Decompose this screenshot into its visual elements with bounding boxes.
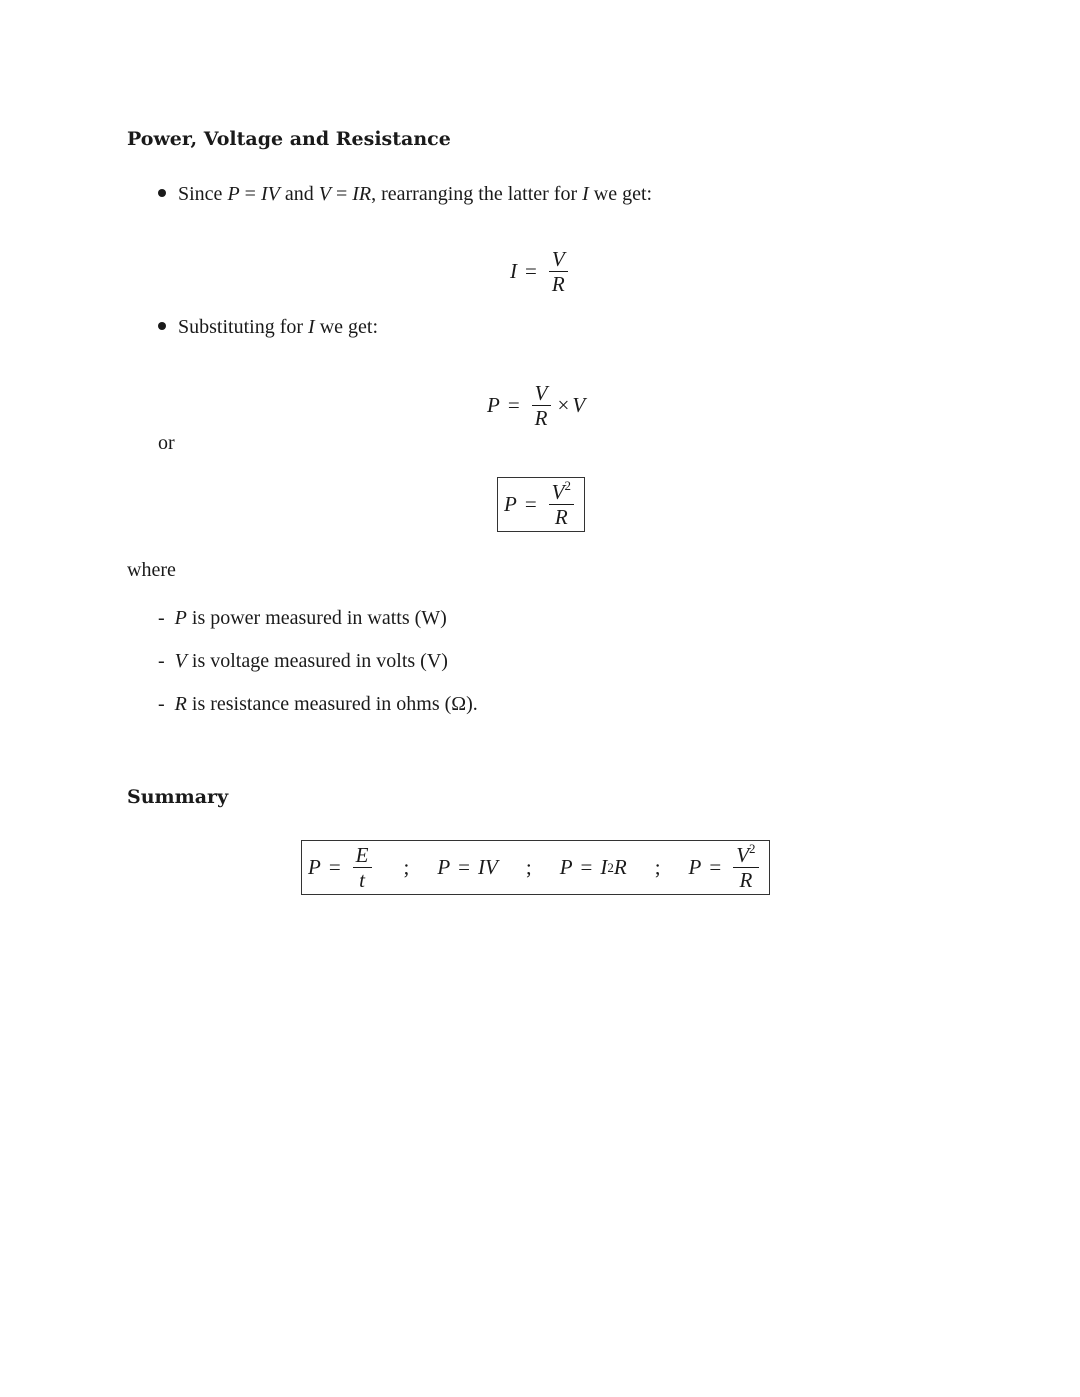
where-label: where: [127, 559, 176, 581]
section-title: Power, Voltage and Resistance: [127, 128, 451, 150]
definition-resistance: - R is resistance measured in ohms (Ω).: [158, 693, 478, 715]
fraction: $\frac{V^2}{R}$: [733, 844, 758, 891]
or-label: or: [158, 432, 175, 454]
fraction: $\frac{E}{t}$: [353, 844, 372, 891]
equation-power-substituted: P = $\frac{V}{R}$ × V: [487, 381, 586, 430]
bullet-icon: [158, 189, 166, 197]
definition-voltage: - V is voltage measured in volts (V): [158, 650, 448, 672]
bullet-item-1: Since P = IV and V = IR, rearranging the latter for I we get:: [158, 183, 652, 206]
equation-current: I = $\frac{V}{R}$: [510, 248, 572, 295]
fraction: $\frac{V}{R}$: [532, 382, 551, 429]
summary-formulas-box: P = $\frac{E}{t}$ ; P = IV ; P = I 2 R ; P = $\frac{V^2}{R}$: [301, 840, 770, 895]
fraction: $\frac{V}{R}$: [549, 248, 568, 295]
summary-title: Summary: [127, 786, 229, 808]
fraction: $\frac{V^2}{R}$: [549, 481, 574, 528]
boxed-equation-power: P = $\frac{V^2}{R}$: [497, 477, 585, 532]
definition-power: - P is power measured in watts (W): [158, 607, 447, 629]
bullet-icon: [158, 322, 166, 330]
bullet-item-2: Substituting for I we get:: [158, 316, 378, 339]
